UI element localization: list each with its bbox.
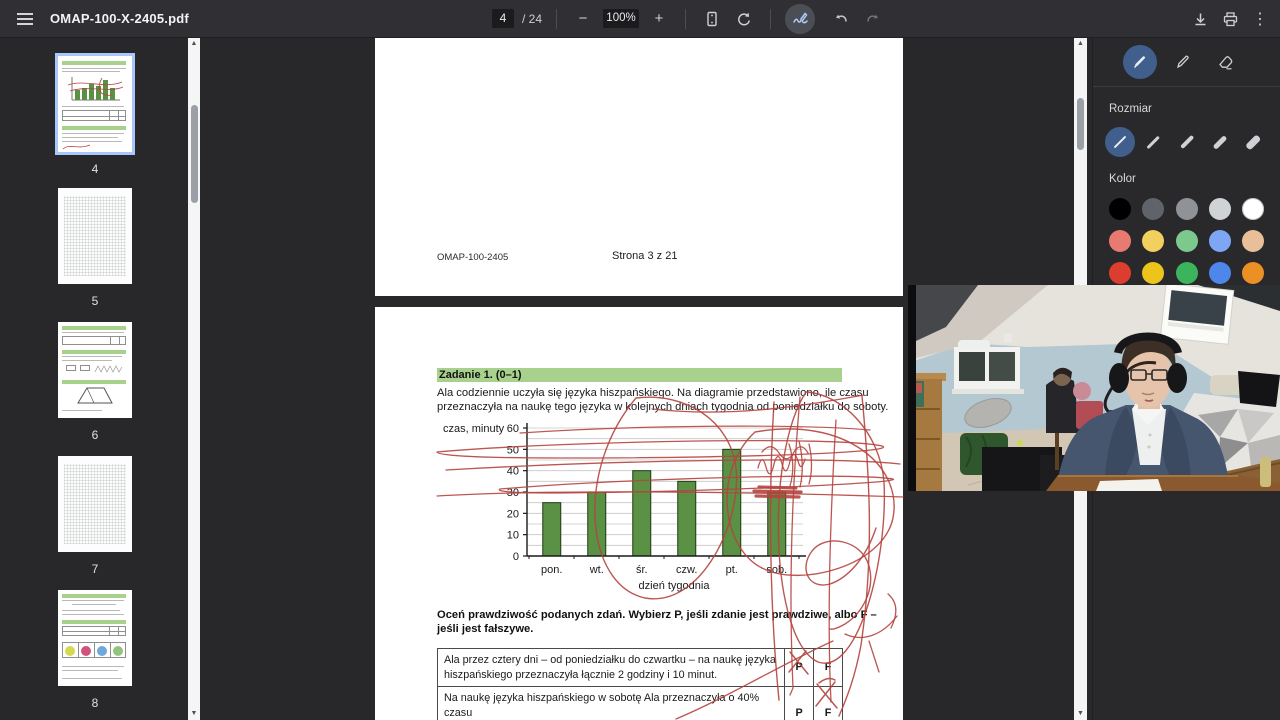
thumb-answer-strip <box>62 642 126 658</box>
color-swatch[interactable] <box>1242 198 1264 220</box>
bar-chart-svg <box>437 420 807 620</box>
svg-text:sob.: sob. <box>766 564 788 576</box>
thumbnail-panel <box>0 38 200 720</box>
color-swatch[interactable] <box>1176 230 1198 252</box>
scrollbar-thumb[interactable] <box>1077 98 1084 150</box>
thumb-trapezoid <box>74 384 116 406</box>
size-option-5[interactable] <box>1238 127 1268 157</box>
color-swatch[interactable] <box>1142 230 1164 252</box>
true-false-table <box>437 648 843 720</box>
table-row <box>438 687 843 720</box>
zoom-level-input[interactable]: 100% <box>603 9 639 28</box>
webcam-scene <box>908 285 1280 491</box>
color-section-label: Kolor <box>1109 173 1136 185</box>
color-swatch[interactable] <box>1142 198 1164 220</box>
instruction-line2: jeśli jest fałszywe. <box>437 623 534 635</box>
svg-text:czas, minuty: czas, minuty <box>443 423 505 435</box>
svg-text:30: 30 <box>506 487 519 499</box>
color-swatch[interactable] <box>1142 262 1164 284</box>
thumbnail-label: 5 <box>91 294 99 308</box>
svg-text:śr.: śr. <box>635 564 648 576</box>
eraser-icon[interactable] <box>1209 45 1243 79</box>
annotate-icon[interactable] <box>785 4 815 34</box>
answer-p-cell[interactable]: P <box>785 687 814 720</box>
color-swatch[interactable] <box>1176 262 1198 284</box>
svg-text:dzień tygodnia: dzień tygodnia <box>638 580 710 592</box>
fit-page-icon[interactable] <box>700 7 724 31</box>
thumb-sketch <box>94 362 126 376</box>
page-footer: Strona 3 z 21 <box>612 250 678 262</box>
color-swatch[interactable] <box>1109 198 1131 220</box>
thumb-table <box>62 110 126 121</box>
task-intro-line2: przeznaczyła na naukę tego języka w kolejnych dniach tygodnia od poniedziałku do soboty. <box>437 401 889 413</box>
scroll-down-arrow[interactable]: ▼ <box>190 710 198 717</box>
size-option-4[interactable] <box>1205 127 1235 157</box>
pdf-toolbar <box>0 0 1280 38</box>
color-swatch[interactable] <box>1176 198 1198 220</box>
thumb-mini-chart <box>66 75 124 103</box>
svg-text:10: 10 <box>506 529 519 542</box>
instruction-line1: Oceń prawdziwość podanych zdań. Wybierz P, jeśli zdanie jest prawdziwe, albo F – <box>437 609 877 621</box>
svg-text:50: 50 <box>506 444 519 457</box>
color-swatch[interactable] <box>1209 198 1231 220</box>
answer-f-cell[interactable]: F <box>814 687 843 720</box>
page-number-input[interactable]: 4 <box>492 9 514 28</box>
table-row <box>438 649 843 687</box>
bar-chart <box>437 420 807 620</box>
doc-code: OMAP-100-2405 <box>437 252 509 263</box>
scroll-up-arrow[interactable]: ▲ <box>190 40 198 47</box>
thumbnail-page-6[interactable] <box>58 322 132 418</box>
thumb-ink-mark <box>62 142 92 151</box>
document-title: OMAP-100-X-2405.pdf <box>50 11 189 26</box>
more-icon[interactable]: ⋮ <box>1252 11 1268 28</box>
thumbnail-label: 7 <box>91 562 99 576</box>
thumbnail-label: 8 <box>91 696 99 710</box>
thumbnail-page-4[interactable] <box>58 56 132 152</box>
divider <box>685 9 686 29</box>
svg-text:40: 40 <box>506 465 519 478</box>
pdf-page-4 <box>375 307 903 720</box>
webcam-overlay <box>908 285 1280 491</box>
zoom-in-button[interactable]: + <box>654 10 664 27</box>
answer-p-cell[interactable]: P <box>785 649 814 687</box>
task-header: Zadanie 1. (0–1) <box>437 368 842 382</box>
color-palette <box>1093 185 1280 284</box>
svg-text:60: 60 <box>506 423 519 435</box>
color-swatch[interactable] <box>1109 230 1131 252</box>
thumbnail-page-7[interactable] <box>58 456 132 552</box>
pen-icon[interactable] <box>1123 45 1157 79</box>
highlighter-icon[interactable] <box>1166 45 1200 79</box>
color-swatch[interactable] <box>1242 262 1264 284</box>
color-swatch[interactable] <box>1209 262 1231 284</box>
page-count-label: / 24 <box>522 11 543 26</box>
scrollbar-thumb[interactable] <box>191 105 198 203</box>
size-section-label: Rozmiar <box>1109 103 1152 115</box>
color-swatch[interactable] <box>1109 262 1131 284</box>
svg-text:wt.: wt. <box>589 564 604 576</box>
svg-text:20: 20 <box>506 508 519 521</box>
svg-text:czw.: czw. <box>676 564 698 576</box>
thumb-highlight <box>62 61 126 65</box>
thumbnail-scrollbar[interactable] <box>188 38 200 720</box>
stroke-size-row <box>1093 115 1280 157</box>
svg-text:0: 0 <box>512 551 519 563</box>
size-option-2[interactable] <box>1138 127 1168 157</box>
print-icon[interactable] <box>1218 7 1242 31</box>
scroll-down-arrow[interactable]: ▼ <box>1077 710 1084 717</box>
thumbnail-page-5[interactable] <box>58 188 132 284</box>
thumbnail-label: 4 <box>91 162 99 176</box>
download-icon[interactable] <box>1188 7 1212 31</box>
task-intro-line1: Ala codziennie uczyła się języka hiszpańskiego. Na diagramie przedstawiono, ile czasu <box>437 387 869 399</box>
scroll-up-arrow[interactable]: ▲ <box>1077 40 1084 47</box>
svg-text:pon.: pon. <box>541 564 563 576</box>
size-option-3[interactable] <box>1172 127 1202 157</box>
rotate-icon[interactable] <box>732 7 756 31</box>
thumbnail-label: 6 <box>91 428 99 442</box>
color-swatch[interactable] <box>1242 230 1264 252</box>
thumbnail-page-8[interactable] <box>58 590 132 686</box>
zoom-out-button[interactable]: − <box>578 10 588 27</box>
svg-text:pt.: pt. <box>725 564 738 576</box>
menu-icon[interactable] <box>12 6 38 32</box>
divider <box>556 9 557 29</box>
size-option-1[interactable] <box>1105 127 1135 157</box>
pdf-page-3 <box>375 38 903 296</box>
color-swatch[interactable] <box>1209 230 1231 252</box>
statement-cell: Ala przez cztery dni – od poniedziałku do czwartku – na naukę języka hiszpańskiego przeznaczyła łącznie 2 godziny i 10 minut. <box>438 649 785 687</box>
answer-f-cell[interactable]: F <box>814 649 843 687</box>
divider <box>770 9 771 29</box>
redo-icon[interactable] <box>861 7 885 31</box>
undo-icon[interactable] <box>829 7 853 31</box>
statement-cell: Na naukę języka hiszpańskiego w sobotę Ala przeznaczyła o 40% czasu <box>438 687 785 720</box>
